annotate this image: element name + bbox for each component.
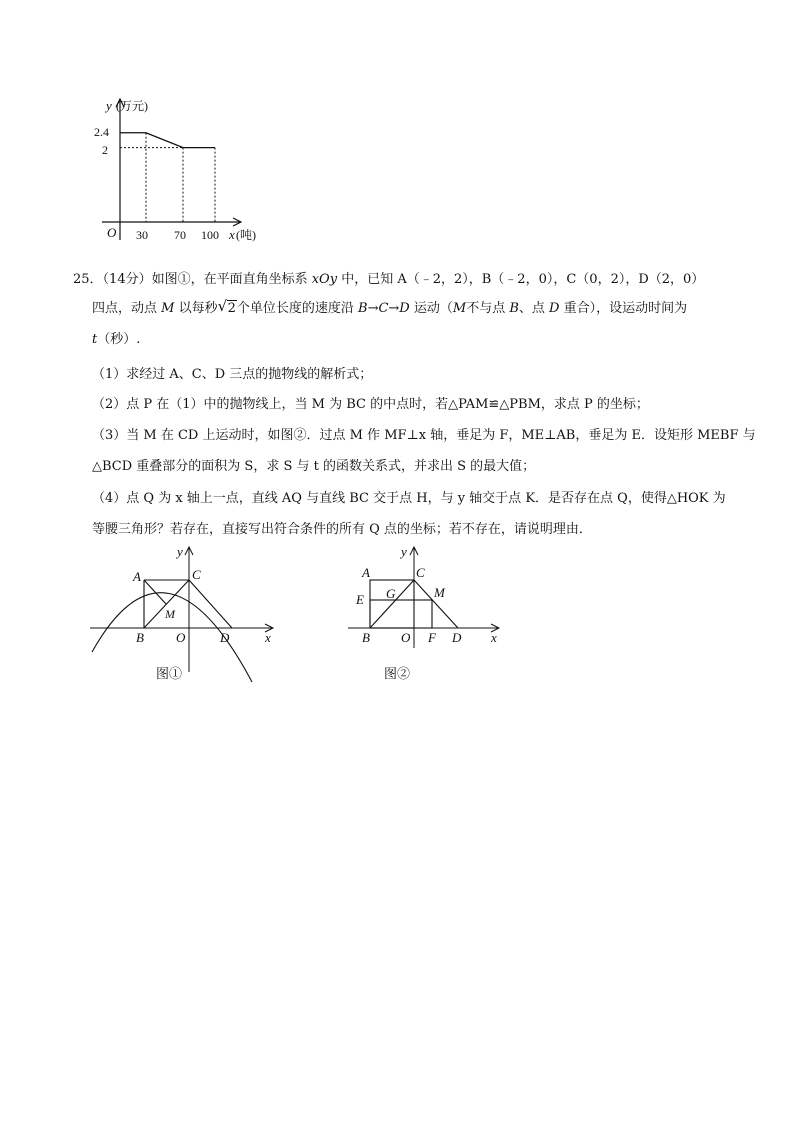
- question-4-line-1: （4）点 Q 为 x 轴上一点，直线 AQ 与直线 BC 交于点 H，与 y 轴交于点 K．是否存在点 Q，使得△HOK 为: [92, 491, 726, 506]
- fig2-label-F: F: [428, 630, 436, 645]
- fig2-rectangle-MEBF: [370, 600, 432, 628]
- problem-intro-mid: 中，已知: [337, 272, 398, 287]
- x-axis-label: x: [229, 227, 235, 242]
- fig2-label-M: M: [434, 585, 445, 600]
- text-seg: 重合），设运动时间为: [559, 301, 688, 316]
- y-axis-unit: (万元): [116, 99, 148, 113]
- problem-line-2: [92, 297, 688, 317]
- fig1-label-O: O: [176, 630, 186, 645]
- fig1-label-M: M: [165, 607, 175, 621]
- fig1-label-D: D: [220, 630, 230, 645]
- text-seg: （秒）.: [97, 332, 141, 347]
- text-seg: 不与点: [466, 301, 510, 316]
- fig2-label-y: y: [401, 544, 407, 559]
- point-M: M: [452, 301, 467, 316]
- x-tick-30: 30: [136, 228, 148, 242]
- origin-label: O: [107, 225, 117, 240]
- fig2-label-x: x: [491, 630, 497, 645]
- fig2-label-E: E: [356, 592, 364, 607]
- fig2-label-G: G: [386, 586, 396, 601]
- cost-line: [120, 133, 215, 148]
- text-seg: 运动（: [409, 301, 453, 316]
- fig1-label-A: A: [133, 569, 141, 584]
- question-1: （1）求经过 A、C、D 三点的抛物线的解析式；: [92, 367, 373, 382]
- fig2-label-A: A: [362, 565, 370, 580]
- sqrt-2: [217, 297, 237, 317]
- time-variable: t: [92, 332, 98, 347]
- y-axis-label: y: [106, 98, 112, 113]
- fig2-label-O: O: [401, 630, 411, 645]
- problem-intro: 25．（14分）如图①，在平面直角坐标系: [73, 272, 312, 287]
- point-D: D: [549, 301, 560, 316]
- dotted-guides: [120, 133, 215, 222]
- figure-2: [348, 542, 508, 684]
- sqrt-icon: √: [217, 297, 228, 315]
- text-seg: 个单位长度的速度沿: [236, 301, 359, 316]
- question-3-line-1: （3）当 M 在 CD 上运动时，如图②．过点 M 作 MF⊥x 轴，垂足为 F，ME⊥AB，垂足为 E．设矩形 MEBF 与: [92, 428, 756, 443]
- fig2-label-C: C: [416, 565, 425, 580]
- question-2: （2）点 P 在（1）中的抛物线上，当 M 为 BC 的中点时，若△PAM≌△PBM，求点 P 的坐标；: [92, 397, 649, 412]
- problem-line-3: [92, 331, 140, 348]
- question-3-line-2: △BCD 重叠部分的面积为 S，求 S 与 t 的函数关系式，并求出 S 的最大值；: [92, 459, 536, 474]
- fig1-label-y: y: [177, 544, 183, 559]
- x-tick-70: 70: [174, 228, 186, 242]
- fig2-caption: 图②: [384, 666, 411, 681]
- text-seg: 以每秒: [174, 301, 218, 316]
- given-points: A（﹣2，2），B（﹣2，0），C（0，2），D（2，0）: [397, 272, 705, 287]
- price-graph: [88, 92, 288, 250]
- fig2-label-B: B: [362, 630, 370, 645]
- point-B: B: [509, 301, 519, 316]
- y-tick-2: 2: [102, 143, 108, 157]
- motion-path: B→C→D: [358, 301, 410, 316]
- question-4-line-2: 等腰三角形？若存在，直接写出符合条件的所有 Q 点的坐标；若不存在，请说明理由．: [92, 522, 592, 537]
- x-axis-unit: (吨): [236, 228, 256, 242]
- sqrt-value: 2: [227, 301, 236, 316]
- text-seg: 四点，动点: [92, 301, 162, 316]
- fig2-label-D: D: [452, 630, 462, 645]
- x-tick-100: 100: [201, 228, 219, 242]
- problem-line-1: [73, 271, 704, 288]
- fig1-label-x: x: [265, 630, 271, 645]
- y-tick-2-4: 2.4: [94, 125, 109, 139]
- figure-1: [86, 542, 286, 684]
- fig1-caption: 图①: [156, 666, 183, 681]
- fig1-segment-AM: [144, 580, 166, 604]
- coordinate-system: xOy: [311, 272, 338, 287]
- fig1-label-C: C: [192, 567, 201, 582]
- text-seg: 、点: [518, 301, 550, 316]
- fig1-label-B: B: [136, 630, 144, 645]
- point-M: M: [161, 301, 175, 316]
